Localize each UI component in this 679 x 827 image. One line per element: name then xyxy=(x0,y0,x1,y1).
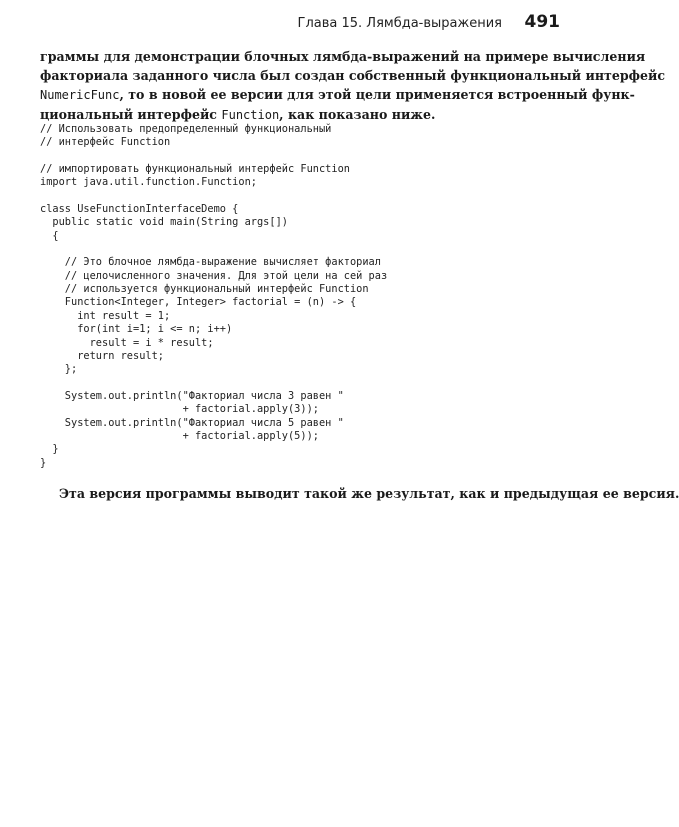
code-line: } xyxy=(40,456,47,469)
code-line: // Использовать предопределенный функциональный xyxy=(40,123,332,135)
code-line: // используется функциональный интерфейс Function xyxy=(40,283,369,296)
code-line: // импортировать функциональный интерфейс Function xyxy=(40,163,350,176)
code-line: System.out.println("Факториал числа 5 равен " xyxy=(40,416,344,429)
code-line: // Это блочное лямбда-выражение вычисляет факториал xyxy=(40,256,381,269)
intro-line-3-text: , то в новой ее версии для этой цели применяется встроенный функ- xyxy=(119,87,635,102)
code-line: + factorial.apply(3)); xyxy=(40,403,319,416)
intro-line-4-text-a: циональный интерфейс xyxy=(40,107,222,122)
code-line: return result; xyxy=(40,349,164,362)
code-line: // целочисленного значения. Для этой цели на сей раз xyxy=(40,269,388,282)
code-line: + factorial.apply(5)); xyxy=(40,429,319,442)
code-line: int result = 1; xyxy=(40,309,171,322)
code-line: } xyxy=(40,443,59,456)
code-line: public static void main(String args[]) xyxy=(40,216,288,229)
intro-line-3 xyxy=(40,85,635,105)
intro-paragraph xyxy=(40,47,666,125)
code-line: { xyxy=(40,229,59,242)
intro-line-1: граммы для демонстрации блочных лямбда-выражений на примере вычисления xyxy=(40,49,646,64)
code-line: // интерфейс Function xyxy=(40,136,171,149)
page-header xyxy=(40,12,560,42)
inline-code-function: Function xyxy=(221,108,280,122)
chapter-title: Глава 15. Лямбда-выражения xyxy=(297,16,502,31)
inline-code-numericfunc: NumericFunc xyxy=(40,88,120,102)
code-listing xyxy=(40,123,387,470)
code-line: Function<Integer, Integer> factorial = (n) -> { xyxy=(40,296,357,309)
code-line: import java.util.function.Function; xyxy=(40,176,257,189)
code-line: System.out.println("Факториал числа 3 равен " xyxy=(40,389,344,402)
code-line: }; xyxy=(40,363,78,376)
intro-line-4 xyxy=(40,105,562,125)
page-number: 491 xyxy=(524,12,560,32)
intro-line-2: факториала заданного числа был создан собственный функциональный интерфейс xyxy=(40,68,666,83)
intro-line-4-text-b: , как показано ниже. xyxy=(279,107,436,122)
closing-paragraph: Эта версия программы выводит такой же результат, как и предыдущая ее версия. xyxy=(59,486,679,501)
code-line: for(int i=1; i <= n; i++) xyxy=(40,323,233,336)
code-line: class UseFunctionInterfaceDemo { xyxy=(40,203,239,216)
code-line: result = i * result; xyxy=(40,336,214,349)
